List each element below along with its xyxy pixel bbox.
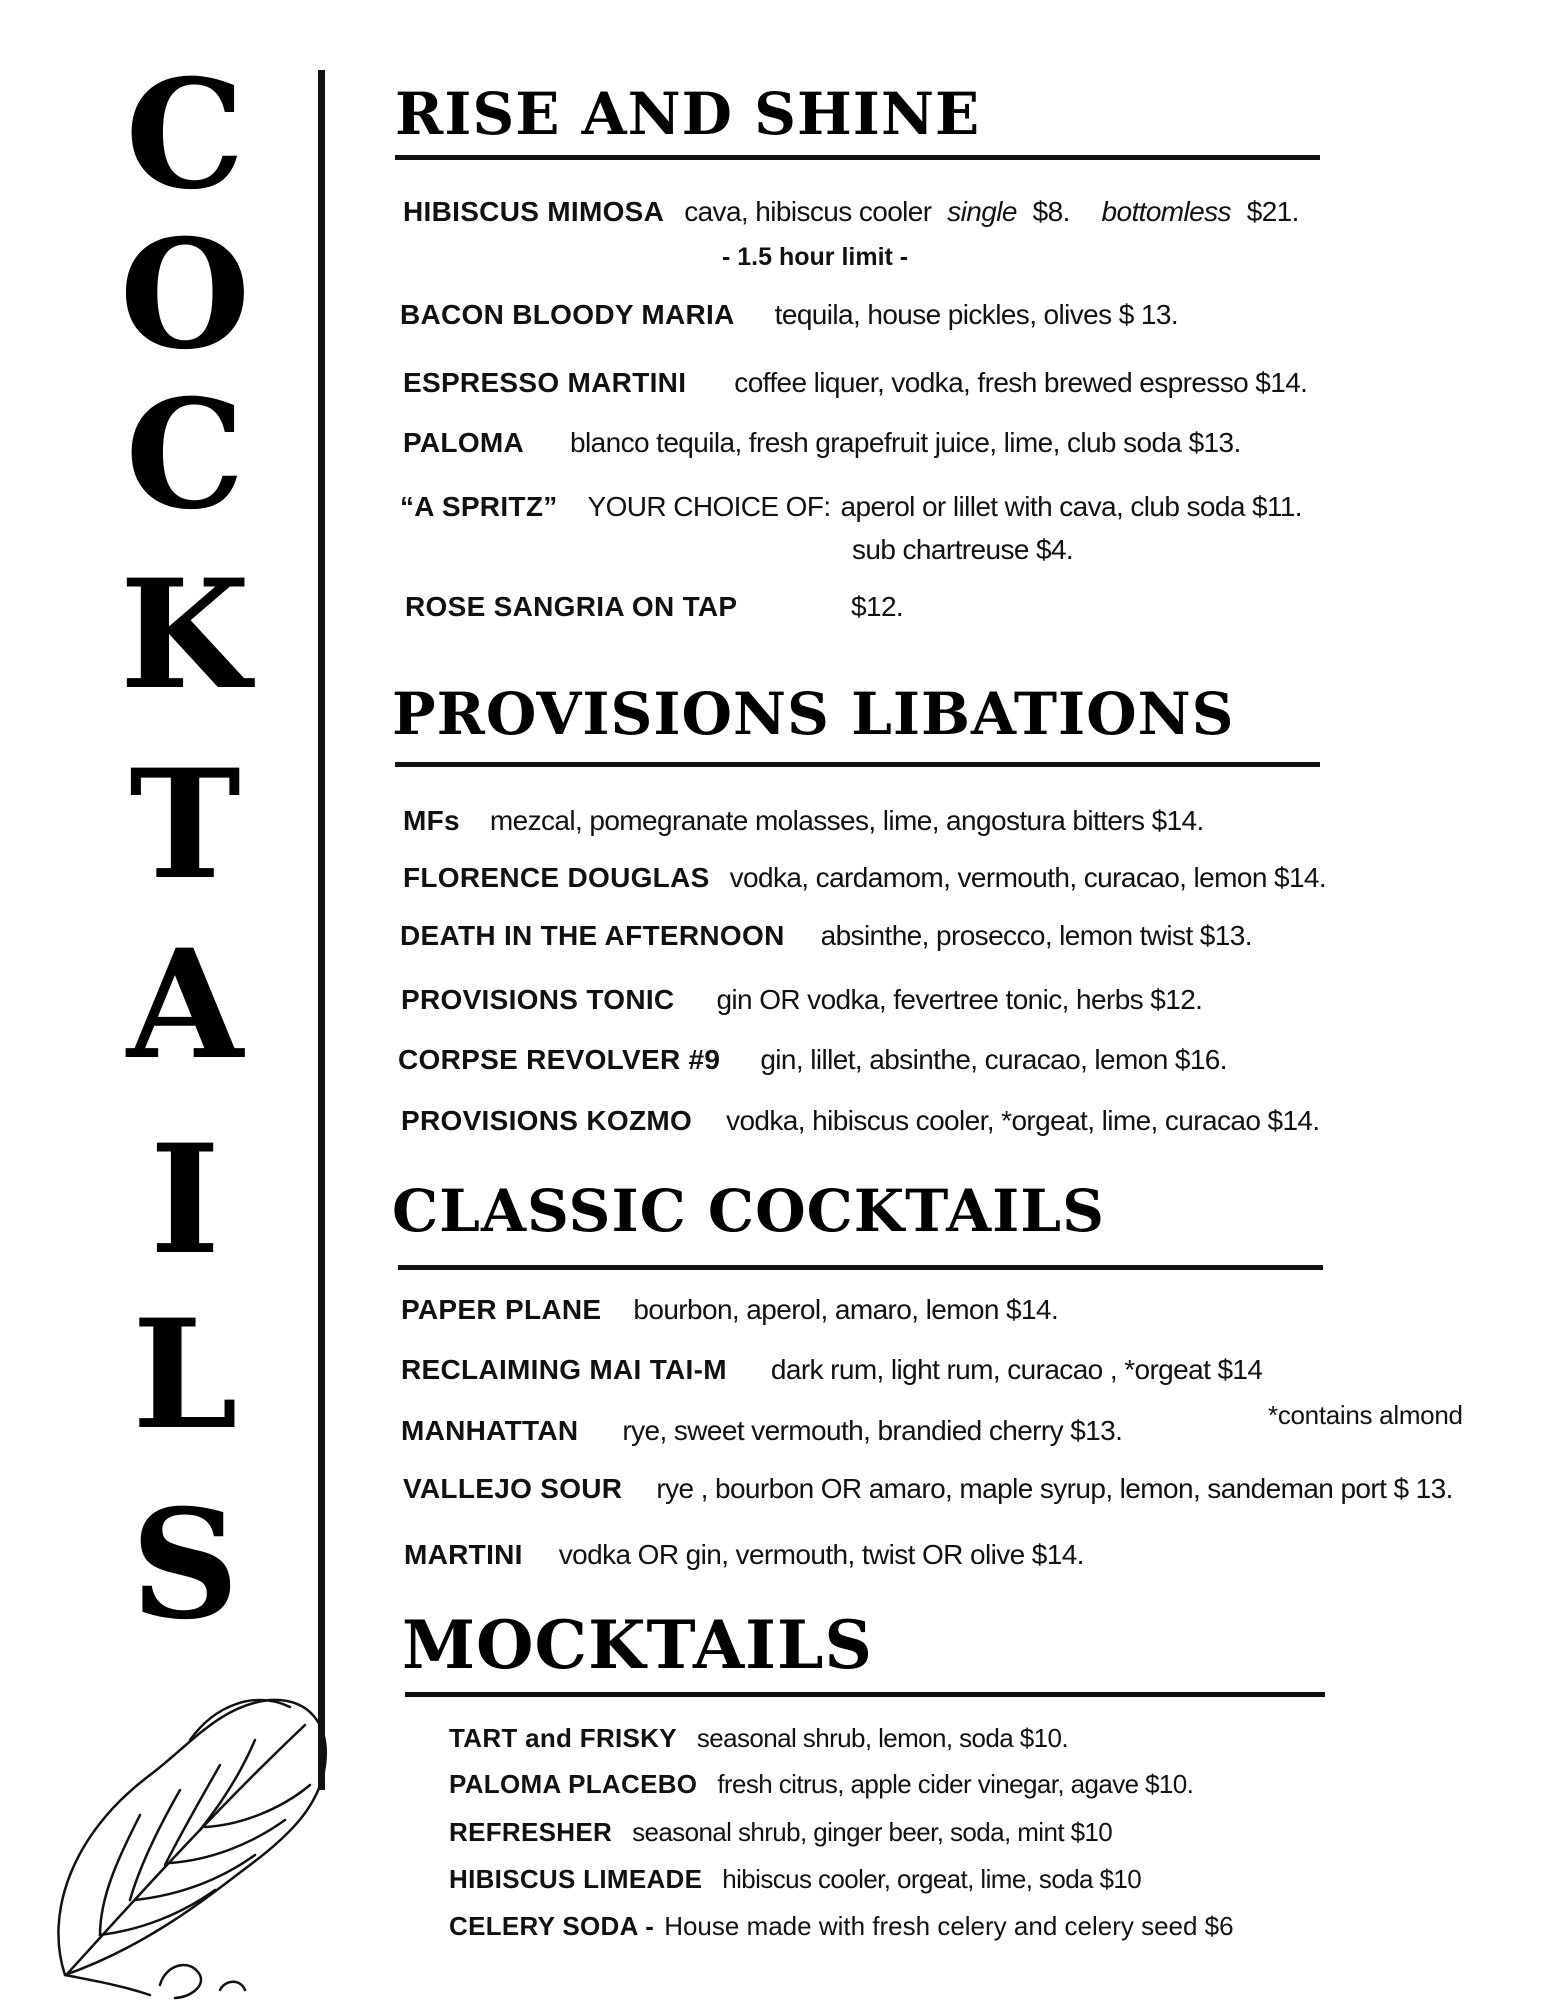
section-heading-rise: RISE AND SHINE [395,80,981,148]
item-name: “A SPRITZ” [400,491,558,522]
item-desc: vodka, cardamom, vermouth, curacao, lemon $14. [729,862,1327,893]
menu-item [401,1355,1262,1386]
title-letter: O [119,207,251,383]
item-name: PROVISIONS TONIC [401,984,675,1015]
menu-item [449,1865,1141,1894]
item-desc: seasonal shrub, lemon, soda $10. [696,1723,1068,1753]
item-name: HIBISCUS LIMEADE [449,1864,703,1894]
section-heading-classic: CLASSIC COCKTAILS [392,1177,1105,1245]
menu-item [400,921,1252,952]
title-letter: K [119,547,251,723]
title-letter: C [125,47,245,223]
item-name: REFRESHER [449,1817,613,1847]
item-desc: fresh citrus, apple cider vinegar, agave $10. [717,1769,1194,1799]
item-desc: gin, lillet, absinthe, curacao, lemon $16. [760,1044,1227,1075]
item-desc: coffee liquer, vodka, fresh brewed espresso $14. [734,367,1308,398]
item-desc: vodka OR gin, vermouth, twist OR olive $14. [558,1539,1084,1570]
item-name: TART and FRISKY [449,1723,677,1753]
title-letter: S [130,1477,240,1653]
section-rule [405,1692,1325,1697]
menu-item [449,1912,1234,1941]
section-rule [395,155,1320,160]
item-name: PROVISIONS KOZMO [401,1105,693,1136]
item-desc: rye, sweet vermouth, brandied cherry $13. [622,1415,1123,1446]
item-desc: seasonal shrub, ginger beer, soda, mint $10 [632,1817,1113,1847]
item-desc: aperol or lillet with cava, club soda $11. [840,491,1302,522]
menu-item [400,300,1178,331]
item-name: PALOMA PLACEBO [449,1769,698,1799]
menu-item [449,1818,1112,1847]
menu-item [401,1295,1058,1326]
menu-item [449,1724,1068,1753]
item-desc: vodka, hibiscus cooler, *orgeat, lime, curacao $14. [726,1105,1320,1136]
vertical-title [100,47,270,1680]
allergy-note: *contains almond [1268,1400,1463,1430]
item-name: ESPRESSO MARTINI [403,367,687,398]
item-desc: absinthe, prosecco, lemon twist $13. [820,920,1252,951]
item-name: PALOMA [403,427,525,458]
item-name: CELERY SODA - [449,1911,655,1941]
leaf-vein [135,1855,255,1900]
leaf-stem [65,1975,150,1995]
item-desc: $12. [851,591,904,622]
item-name: RECLAIMING MAI TAI-M [401,1354,727,1385]
leaf-illustration [40,1695,340,2000]
item-name: DEATH IN THE AFTERNOON [400,920,785,951]
bottomless-price: $21. [1246,196,1299,227]
item-desc: sub chartreuse $4. [852,534,1074,565]
item-desc: rye , bourbon OR amaro, maple syrup, lemon, sandeman port $ 13. [656,1473,1453,1504]
item-name: MANHATTAN [401,1415,579,1446]
title-letter: I [149,1112,221,1288]
leaf-bud [220,1982,245,1990]
item-desc: mezcal, pomegranate molasses, lime, angostura bitters $14. [489,805,1204,836]
item-desc: tequila, house pickles, olives $ 13. [774,299,1178,330]
item-name: MFs [403,805,460,836]
menu-item [403,368,1307,399]
section-rule [395,762,1320,767]
menu-item [398,1045,1227,1076]
single-price: $8. [1032,196,1070,227]
item-desc: cava, hibiscus cooler [684,196,932,227]
menu-item [405,592,757,623]
item-desc: dark rum, light rum, curacao , *orgeat $14 [770,1354,1263,1385]
item-name: PAPER PLANE [401,1294,602,1325]
section-heading-mocktails: MOCKTAILS [402,1606,874,1684]
menu-item [400,492,1302,523]
menu-item [401,1416,1122,1447]
vertical-divider [318,70,325,1790]
title-letter: A [126,917,244,1093]
leaf-lobe [190,1700,290,1740]
item-name: VALLEJO SOUR [403,1473,623,1504]
single-label: single [947,196,1017,227]
time-limit: - 1.5 hour limit - [722,243,909,271]
item-choice: YOUR CHOICE OF: [587,491,831,522]
leaf-vein [130,1790,180,1900]
spritz-sub [852,535,1073,566]
item-name: BACON BLOODY MARIA [400,299,735,330]
menu-item [403,428,1241,459]
item-desc: hibiscus cooler, orgeat, lime, soda $10 [722,1864,1142,1894]
menu-item [403,197,1299,228]
menu-item [403,1474,1453,1505]
menu-item [403,806,1204,837]
leaf-vein [205,1785,310,1827]
menu-item [401,1106,1320,1137]
title-letter: L [132,1287,238,1463]
item-name: HIBISCUS MIMOSA [403,196,665,227]
item-desc: House made with fresh celery and celery seed $6 [664,1911,1234,1941]
menu-item [404,1540,1084,1571]
menu-item [401,985,1202,1016]
item-name: CORPSE REVOLVER #9 [398,1044,721,1075]
menu-item [449,1770,1193,1799]
item-desc: bourbon, aperol, amaro, lemon $14. [633,1294,1059,1325]
bottomless-label: bottomless [1101,196,1231,227]
item-desc: blanco tequila, fresh grapefruit juice, lime, club soda $13. [570,427,1241,458]
item-desc: gin OR vodka, fevertree tonic, herbs $12. [716,984,1203,1015]
item-name: FLORENCE DOUGLAS [403,862,710,893]
item-name: MARTINI [404,1539,523,1570]
title-letter: T [129,737,241,913]
section-rule [398,1265,1323,1270]
menu-item [403,863,1326,894]
section-heading-provisions: PROVISIONS LIBATIONS [392,680,1235,748]
item-price [851,592,903,623]
item-name: ROSE SANGRIA ON TAP [405,591,738,622]
leaf-bud [160,1965,201,1998]
title-letter: C [125,367,245,543]
